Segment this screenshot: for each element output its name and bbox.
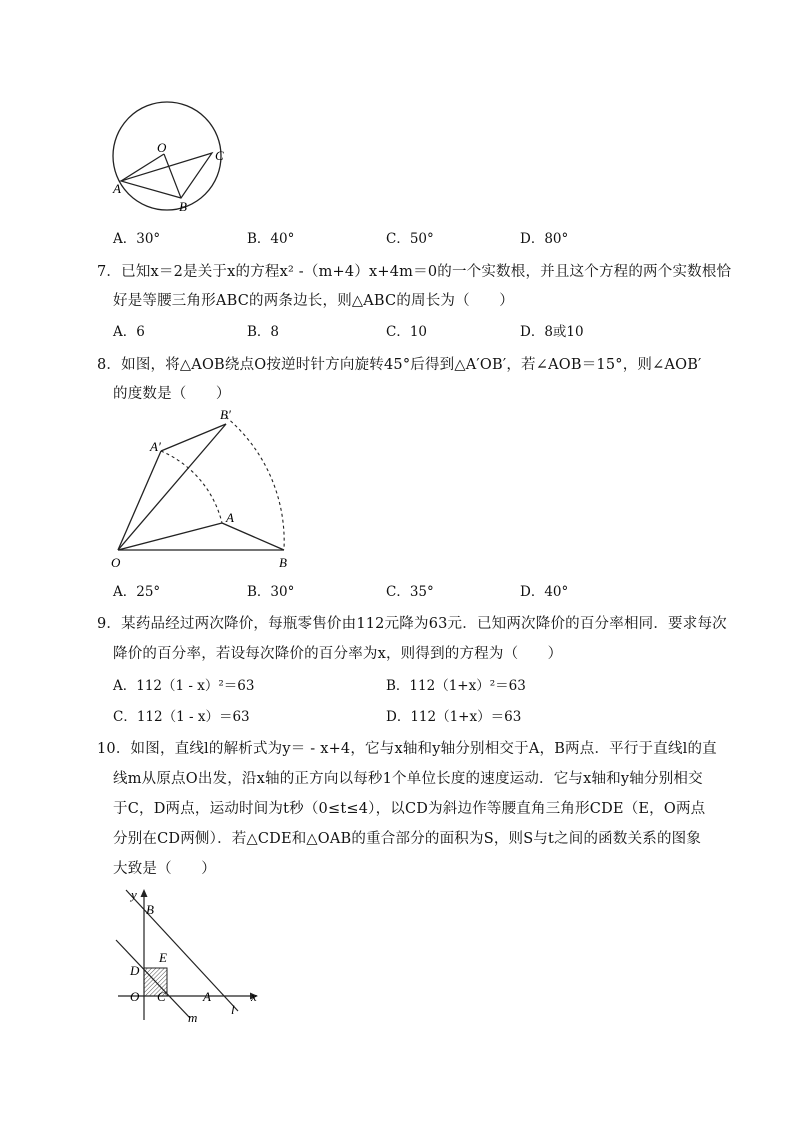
q8-seg-oa	[118, 523, 222, 550]
q8-option-d[interactable]: D．40°	[520, 584, 569, 600]
q8-seg-ab	[222, 523, 284, 550]
q10-label-y: y	[131, 887, 137, 902]
q10-stem-line2: 线m从原点O出发，沿x轴的正方向以每秒1个单位长度的速度运动．它与x轴和y轴分别相交	[113, 771, 703, 787]
q6-label-o: O	[157, 140, 167, 155]
q10-line-l	[126, 890, 238, 1011]
q7-option-c[interactable]: C．10	[386, 324, 428, 340]
q6-label-c: C	[215, 148, 224, 163]
q8-seg-a1b1	[161, 424, 226, 451]
q10-stem-line5: 大致是（ ）	[113, 861, 216, 877]
q6-seg-oa	[121, 154, 164, 181]
q7-option-a[interactable]: A．6	[113, 324, 145, 340]
q9-option-c[interactable]: C．112（1 - x）＝63	[113, 709, 250, 725]
q10-label-b: B	[146, 902, 154, 917]
q9-option-b[interactable]: B．112（1+x）²＝63	[386, 678, 526, 694]
q8-option-c[interactable]: C．35°	[386, 584, 434, 600]
q10-stem-line1: 10．如图，直线l的解析式为y＝ - x+4，它与x轴和y轴分别相交于A，B两点．平行于直线l的直	[97, 741, 717, 757]
q9-option-d[interactable]: D．112（1+x）＝63	[386, 709, 522, 725]
q6-option-d[interactable]: D．80°	[520, 231, 569, 247]
q9-option-a[interactable]: A．112（1 - x）²＝63	[113, 678, 255, 694]
q8-stem-line1: 8．如图，将△AOB绕点O按逆时针方向旋转45°后得到△A′OB′，若∠AOB＝15°，则∠AOB′	[97, 357, 702, 373]
q6-option-c[interactable]: C．50°	[386, 231, 434, 247]
q8-option-b[interactable]: B．30°	[247, 584, 295, 600]
q10-label-a: A	[203, 989, 211, 1004]
q10-label-d: D	[130, 963, 140, 978]
q6-label-b: B	[179, 199, 187, 214]
q10-label-x: x	[251, 989, 257, 1004]
q8-label-b: B	[279, 555, 287, 570]
q10-coordinate-figure	[108, 880, 268, 1025]
q8-seg-ob1	[118, 424, 226, 550]
q8-seg-oa1	[118, 451, 161, 550]
q8-rotation-figure	[108, 405, 298, 575]
q8-stem-line2: 的度数是（ ）	[113, 386, 231, 402]
q7-option-b[interactable]: B．8	[247, 324, 280, 340]
q10-label-e: E	[159, 950, 167, 965]
q6-label-a: A	[113, 181, 121, 196]
q10-label-m: m	[188, 1010, 198, 1025]
q10-y-axis-arrow	[141, 889, 148, 897]
q8-label-b1: B′	[220, 407, 231, 422]
q10-stem-line4: 分别在CD两侧）．若△CDE和△OAB的重合部分的面积为S，则S与t之间的函数关系的图象	[113, 831, 702, 847]
q10-stem-line3: 于C，D两点，运动时间为t秒（0≤t≤4），以CD为斜边作等腰直角三角形CDE（E，O两点	[113, 801, 706, 817]
q6-seg-ob	[164, 154, 181, 198]
q10-label-c: C	[157, 989, 166, 1004]
q8-arc-inner	[161, 451, 222, 523]
q6-circle-figure	[108, 100, 228, 215]
q7-stem-line1: 7．已知x＝2是关于x的方程x² -（m+4）x+4m＝0的一个实数根，并且这个方程的两个实数根恰	[97, 264, 732, 280]
q8-option-a[interactable]: A．25°	[113, 584, 161, 600]
q10-label-o: O	[130, 989, 140, 1004]
q8-label-a: A	[226, 510, 234, 525]
q8-label-o: O	[111, 555, 121, 570]
q7-stem-line2: 好是等腰三角形ABC的两条边长，则△ABC的周长为（ ）	[113, 293, 514, 309]
q6-option-a[interactable]: A．30°	[113, 231, 161, 247]
q9-stem-line2: 降价的百分率，若设每次降价的百分率为x，则得到的方程为（ ）	[113, 646, 563, 662]
q10-label-l: l	[231, 1002, 235, 1017]
q7-option-d[interactable]: D．8或10	[520, 324, 584, 340]
q6-option-b[interactable]: B．40°	[247, 231, 295, 247]
q9-stem-line1: 9．某药品经过两次降价，每瓶零售价由112元降为63元．已知两次降价的百分率相同．要求每次	[97, 616, 727, 632]
q8-label-a1: A′	[150, 439, 161, 454]
